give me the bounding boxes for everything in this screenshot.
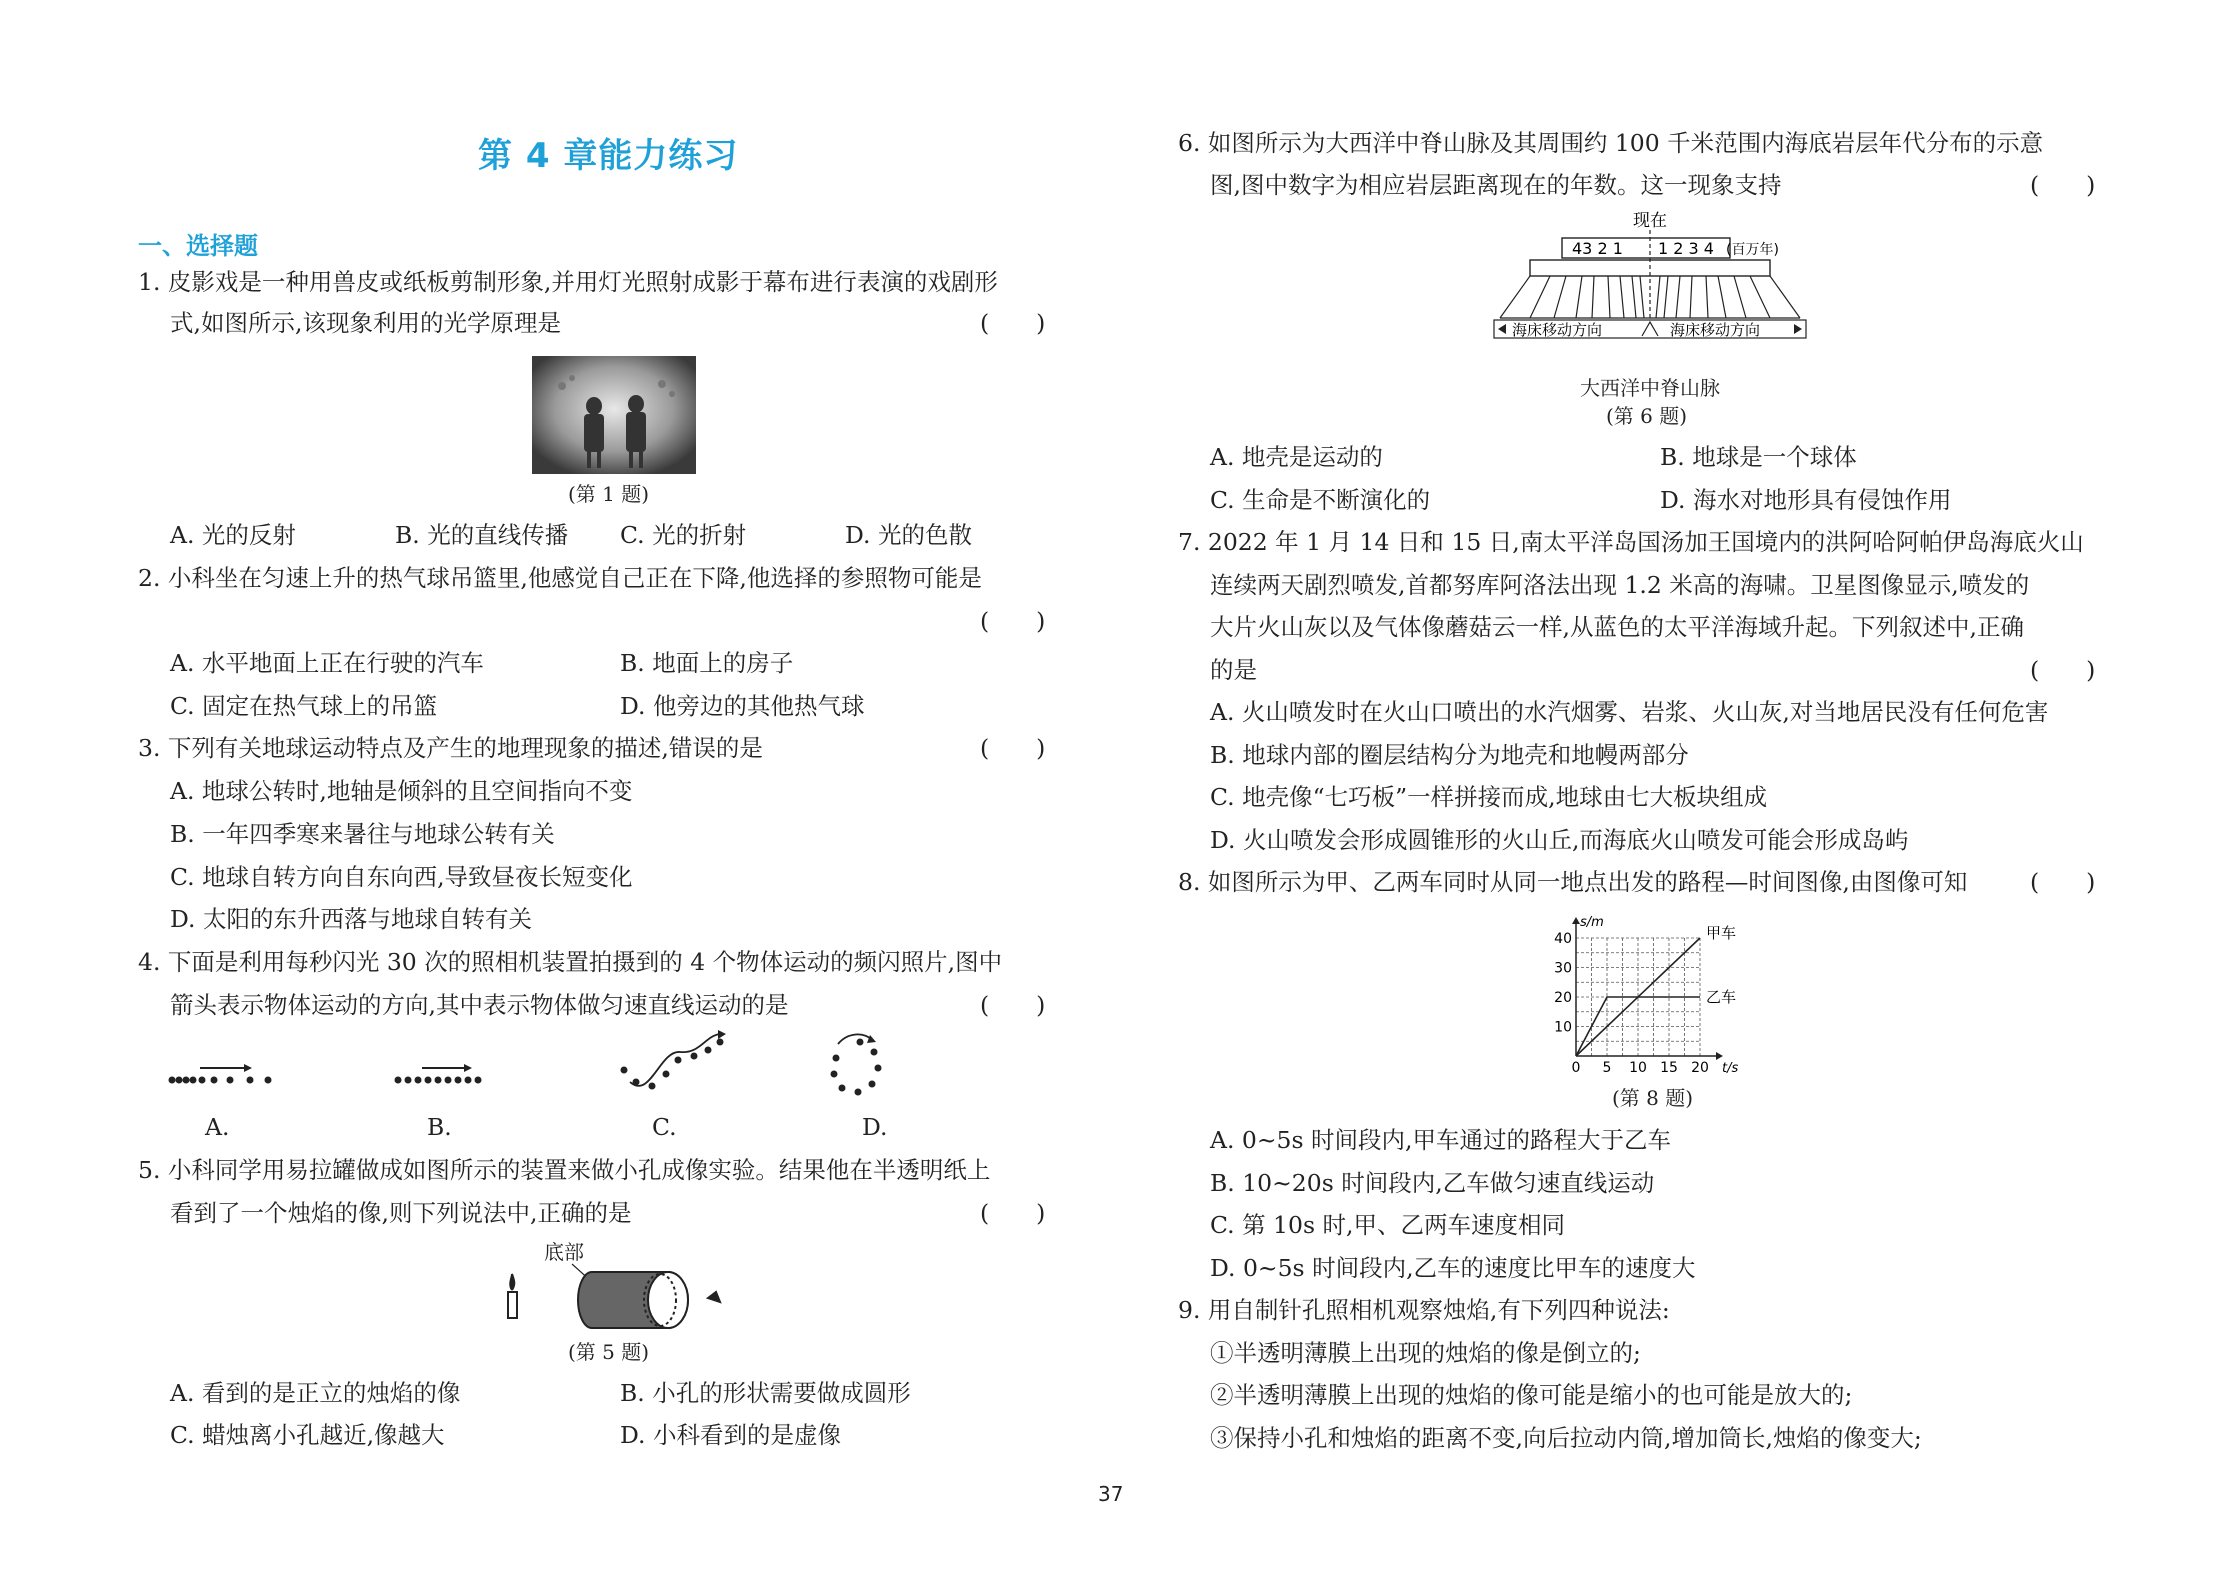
mid-atlantic-ridge-figure [1490, 208, 1810, 348]
q1-answer-paren: ( ) [980, 309, 1046, 337]
q6-stem-line2: 图,图中数字为相应岩层距离现在的年数。这一现象支持 [1210, 171, 1782, 199]
strobe-c [621, 1030, 727, 1090]
q7-option-b: B. 地球内部的圈层结构分为地壳和地幔两部分 [1210, 741, 1689, 769]
candle-icon [508, 1292, 517, 1318]
q3-stem-line1: 3. 下列有关地球运动特点及产生的地理现象的描述,错误的是 [138, 734, 763, 762]
series-label-2: 乙车 [1706, 988, 1737, 1006]
chapter-title: 第 4 章能力练习 [478, 136, 739, 176]
x-tick-label: 15 [1660, 1060, 1678, 1076]
q4-option-b: B. [427, 1113, 452, 1141]
x-tick-label: 10 [1629, 1060, 1647, 1076]
q6-answer-paren: ( ) [2030, 171, 2096, 199]
q2-stem-line1: 2. 小科坐在匀速上升的热气球吊篮里,他感觉自己正在下降,他选择的参照物可能是 [138, 564, 982, 592]
strobe-b [395, 1064, 482, 1084]
fig-right-nums: 1 2 3 4 [1658, 239, 1714, 258]
q1-option-d: D. 光的色散 [845, 521, 972, 549]
q6-option-b: B. 地球是一个球体 [1660, 443, 1857, 471]
q2-answer-paren: ( ) [980, 607, 1046, 635]
q9-statement-2: ②半透明薄膜上出现的烛焰的像可能是缩小的也可能是放大的; [1210, 1381, 1853, 1409]
y-axis-label: s/m [1580, 915, 1604, 930]
q8-answer-paren: ( ) [2030, 868, 2096, 896]
q1-option-a: A. 光的反射 [170, 521, 296, 549]
q4-answer-paren: ( ) [980, 991, 1046, 1019]
q9-statement-1: ①半透明薄膜上出现的烛焰的像是倒立的; [1210, 1339, 1641, 1367]
fig-left-arrow-label: 海床移动方向 [1512, 321, 1603, 339]
q3-answer-paren: ( ) [980, 734, 1046, 762]
q5-figure-label: 底部 [544, 1240, 584, 1264]
q5-option-d: D. 小科看到的是虚像 [620, 1421, 841, 1449]
q3-option-a: A. 地球公转时,地轴是倾斜的且空间指向不变 [170, 777, 633, 805]
q7-option-d: D. 火山喷发会形成圆锥形的火山丘,而海底火山喷发可能会形成岛屿 [1210, 826, 1909, 854]
section-heading: 一、选择题 [138, 232, 258, 260]
q1-stem-line1: 1. 皮影戏是一种用兽皮或纸板剪制形象,并用灯光照射成影于幕布进行表演的戏剧形 [138, 268, 998, 296]
q8-stem-line1: 8. 如图所示为甲、乙两车同时从同一地点出发的路程—时间图像,由图像可知 [1178, 868, 1968, 896]
q5-option-c: C. 蜡烛离小孔越近,像越大 [170, 1421, 445, 1449]
q8-option-d: D. 0~5s 时间段内,乙车的速度比甲车的速度大 [1210, 1254, 1696, 1282]
strobe-a [169, 1064, 272, 1084]
q1-option-b: B. 光的直线传播 [395, 521, 569, 549]
q4-option-c: C. [652, 1113, 677, 1141]
x-axis-label: t/s [1722, 1061, 1739, 1076]
q2-option-a: A. 水平地面上正在行驶的汽车 [170, 649, 484, 677]
eye-icon [708, 1292, 720, 1302]
x-tick-label: 0 [1571, 1060, 1581, 1076]
q4-option-a: A. [205, 1113, 230, 1141]
q3-option-c: C. 地球自转方向自东向西,导致昼夜长短变化 [170, 863, 633, 891]
q6-option-a: A. 地壳是运动的 [1210, 443, 1383, 471]
y-axis-arrow [1572, 917, 1580, 924]
y-tick-label: 10 [1554, 1019, 1572, 1036]
q5-caption: (第 5 题) [568, 1340, 650, 1364]
page-number: 37 [1098, 1482, 1124, 1506]
q4-stem-line1: 4. 下面是利用每秒闪光 30 次的照相机装置拍摄到的 4 个物体运动的频闪照片,图中 [138, 948, 1003, 976]
q4-stem-line2: 箭头表示物体运动的方向,其中表示物体做匀速直线运动的是 [170, 991, 789, 1019]
q2-option-c: C. 固定在热气球上的吊篮 [170, 692, 438, 720]
q4-option-d: D. [862, 1113, 888, 1141]
y-tick-label: 40 [1554, 931, 1572, 947]
series-label-1: 甲车 [1706, 924, 1737, 942]
q2-option-d: D. 他旁边的其他热气球 [620, 692, 865, 720]
q1-stem-line2: 式,如图所示,该现象利用的光学原理是 [170, 309, 561, 337]
q7-stem-line2: 连续两天剧烈喷发,首都努库阿洛法出现 1.2 米高的海啸。卫星图像显示,喷发的 [1210, 571, 2030, 599]
y-tick-label: 30 [1554, 960, 1572, 977]
q8-option-c: C. 第 10s 时,甲、乙两车速度相同 [1210, 1211, 1565, 1239]
q5-stem-line1: 5. 小科同学用易拉罐做成如图所示的装置来做小孔成像实验。结果他在半透明纸上 [138, 1156, 991, 1184]
fig-right-arrow-label: 海床移动方向 [1670, 321, 1761, 339]
q8-caption: (第 8 题) [1612, 1086, 1694, 1110]
x-tick-label: 5 [1602, 1060, 1612, 1076]
q3-option-d: D. 太阳的东升西落与地球自转有关 [170, 905, 532, 933]
q6-stem-line1: 6. 如图所示为大西洋中脊山脉及其周围约 100 千米范围内海底岩层年代分布的示意 [1178, 129, 2044, 157]
q5-option-a: A. 看到的是正立的烛焰的像 [170, 1379, 461, 1407]
q5-answer-paren: ( ) [980, 1199, 1046, 1227]
fig-unit: (百万年) [1726, 242, 1779, 258]
strobe-d [831, 1034, 882, 1095]
q5-option-b: B. 小孔的形状需要做成圆形 [620, 1379, 911, 1407]
x-axis-arrow [1716, 1052, 1723, 1060]
q7-option-a: A. 火山喷发时在火山口喷出的水汽烟雾、岩浆、火山灰,对当地居民没有任何危害 [1210, 698, 2049, 726]
q7-stem-line1: 7. 2022 年 1 月 14 日和 15 日,南太平洋岛国汤加王国境内的洪阿哈阿帕伊岛海底火山 [1178, 528, 2084, 556]
q1-caption: (第 1 题) [568, 482, 650, 506]
strobe-photos-figure [160, 1030, 920, 1100]
q7-answer-paren: ( ) [2030, 656, 2096, 684]
q5-stem-line2: 看到了一个烛焰的像,则下列说法中,正确的是 [170, 1199, 632, 1227]
q6-option-c: C. 生命是不断演化的 [1210, 486, 1431, 514]
q9-statement-3: ③保持小孔和烛焰的距离不变,向后拉动内筒,增加筒长,烛焰的像变大; [1210, 1424, 1922, 1452]
q6-ridge-label: 大西洋中脊山脉 [1580, 376, 1720, 400]
q2-option-b: B. 地面上的房子 [620, 649, 794, 677]
q3-option-b: B. 一年四季寒来暑往与地球公转有关 [170, 820, 555, 848]
q7-stem-line4: 的是 [1210, 656, 1257, 684]
q9-stem-line1: 9. 用自制针孔照相机观察烛焰,有下列四种说法: [1178, 1296, 1670, 1324]
shadow-puppet-photo [532, 356, 696, 474]
distance-time-chart [1540, 910, 1780, 1080]
q6-option-d: D. 海水对地形具有侵蚀作用 [1660, 486, 1952, 514]
pinhole-camera-figure [500, 1260, 740, 1332]
q7-stem-line3: 大片火山灰以及气体像蘑菇云一样,从蓝色的太平洋海域升起。下列叙述中,正确 [1210, 613, 2024, 641]
q1-option-c: C. 光的折射 [620, 521, 747, 549]
fig-now-label: 现在 [1633, 211, 1667, 231]
fig-left-nums: 43 2 1 [1572, 239, 1623, 258]
q8-option-b: B. 10~20s 时间段内,乙车做匀速直线运动 [1210, 1169, 1655, 1197]
q6-caption: (第 6 题) [1606, 404, 1688, 428]
y-tick-label: 20 [1554, 990, 1572, 1006]
q8-option-a: A. 0~5s 时间段内,甲车通过的路程大于乙车 [1210, 1126, 1672, 1154]
x-tick-label: 20 [1691, 1060, 1709, 1076]
q7-option-c: C. 地壳像“七巧板”一样拼接而成,地球由七大板块组成 [1210, 783, 1768, 811]
